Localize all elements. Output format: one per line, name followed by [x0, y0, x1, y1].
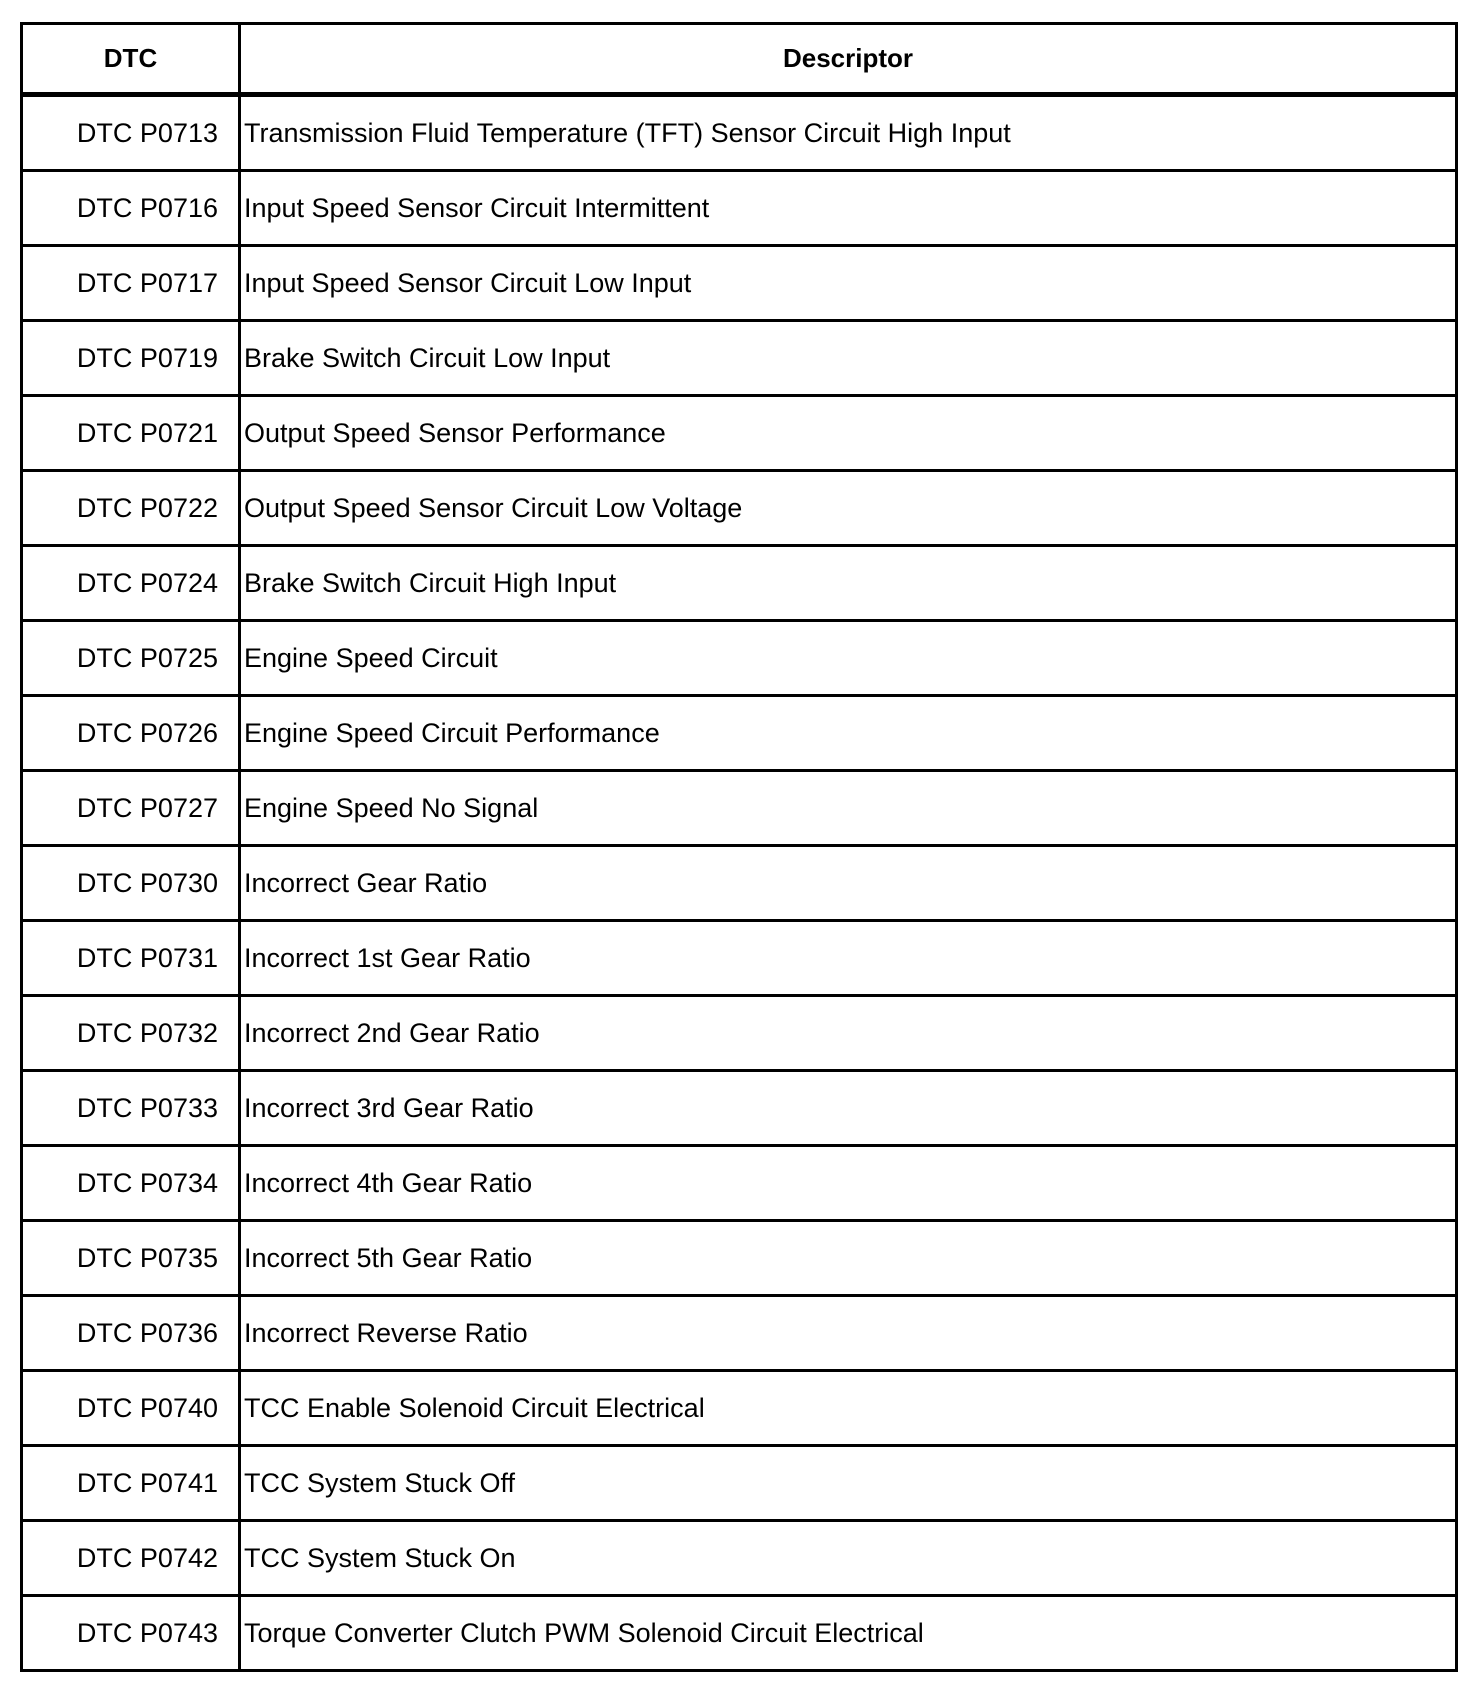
table-row [22, 95, 1457, 171]
dtc-code-cell: DTC P0722 [22, 471, 240, 546]
descriptor-cell: Output Speed Sensor Performance [240, 396, 1457, 471]
dtc-code-cell: DTC P0731 [22, 921, 240, 996]
dtc-code-cell: DTC P0741 [22, 1446, 240, 1521]
descriptor-cell: Transmission Fluid Temperature (TFT) Sensor Circuit High Input [240, 95, 1457, 171]
table-row [22, 921, 1457, 996]
dtc-code-cell: DTC P0734 [22, 1146, 240, 1221]
descriptor-cell: Incorrect 2nd Gear Ratio [240, 996, 1457, 1071]
dtc-code-cell: DTC P0730 [22, 846, 240, 921]
dtc-code-cell: DTC P0742 [22, 1521, 240, 1596]
descriptor-cell: Incorrect 4th Gear Ratio [240, 1146, 1457, 1221]
dtc-code-cell: DTC P0716 [22, 171, 240, 246]
table-row [22, 846, 1457, 921]
dtc-code-cell: DTC P0743 [22, 1596, 240, 1671]
descriptor-cell: TCC Enable Solenoid Circuit Electrical [240, 1371, 1457, 1446]
table-row [22, 1071, 1457, 1146]
table-row [22, 771, 1457, 846]
descriptor-cell: Brake Switch Circuit High Input [240, 546, 1457, 621]
table-row [22, 396, 1457, 471]
table-row [22, 1146, 1457, 1221]
table-row [22, 321, 1457, 396]
dtc-code-cell: DTC P0732 [22, 996, 240, 1071]
descriptor-cell: Input Speed Sensor Circuit Intermittent [240, 171, 1457, 246]
table-row [22, 1446, 1457, 1521]
dtc-code-cell: DTC P0713 [22, 95, 240, 171]
descriptor-cell: Engine Speed Circuit Performance [240, 696, 1457, 771]
descriptor-cell: TCC System Stuck Off [240, 1446, 1457, 1521]
table-row [22, 171, 1457, 246]
descriptor-cell: Incorrect 5th Gear Ratio [240, 1221, 1457, 1296]
dtc-table [20, 22, 1458, 1672]
table-body [22, 95, 1457, 1671]
dtc-code-cell: DTC P0727 [22, 771, 240, 846]
table-row [22, 1296, 1457, 1371]
table-row [22, 246, 1457, 321]
dtc-code-cell: DTC P0724 [22, 546, 240, 621]
descriptor-cell: Brake Switch Circuit Low Input [240, 321, 1457, 396]
descriptor-cell: Incorrect 1st Gear Ratio [240, 921, 1457, 996]
descriptor-cell: Incorrect Gear Ratio [240, 846, 1457, 921]
dtc-code-cell: DTC P0733 [22, 1071, 240, 1146]
descriptor-cell: Torque Converter Clutch PWM Solenoid Circuit Electrical [240, 1596, 1457, 1671]
table-row [22, 996, 1457, 1071]
descriptor-cell: TCC System Stuck On [240, 1521, 1457, 1596]
dtc-code-cell: DTC P0726 [22, 696, 240, 771]
table-row [22, 546, 1457, 621]
table-row [22, 1221, 1457, 1296]
dtc-code-cell: DTC P0717 [22, 246, 240, 321]
table-row [22, 1596, 1457, 1671]
descriptor-cell: Incorrect Reverse Ratio [240, 1296, 1457, 1371]
header-dtc: DTC [22, 24, 240, 95]
dtc-code-cell: DTC P0735 [22, 1221, 240, 1296]
descriptor-cell: Engine Speed Circuit [240, 621, 1457, 696]
header-row [22, 24, 1457, 95]
table-row [22, 1521, 1457, 1596]
table-row [22, 1371, 1457, 1446]
descriptor-cell: Incorrect 3rd Gear Ratio [240, 1071, 1457, 1146]
dtc-code-cell: DTC P0719 [22, 321, 240, 396]
table-row [22, 471, 1457, 546]
descriptor-cell: Engine Speed No Signal [240, 771, 1457, 846]
descriptor-cell: Output Speed Sensor Circuit Low Voltage [240, 471, 1457, 546]
dtc-code-cell: DTC P0721 [22, 396, 240, 471]
table-header [22, 24, 1457, 95]
dtc-code-cell: DTC P0725 [22, 621, 240, 696]
table-row [22, 696, 1457, 771]
table-row [22, 621, 1457, 696]
dtc-code-cell: DTC P0736 [22, 1296, 240, 1371]
dtc-code-cell: DTC P0740 [22, 1371, 240, 1446]
header-descriptor: Descriptor [240, 24, 1457, 95]
descriptor-cell: Input Speed Sensor Circuit Low Input [240, 246, 1457, 321]
